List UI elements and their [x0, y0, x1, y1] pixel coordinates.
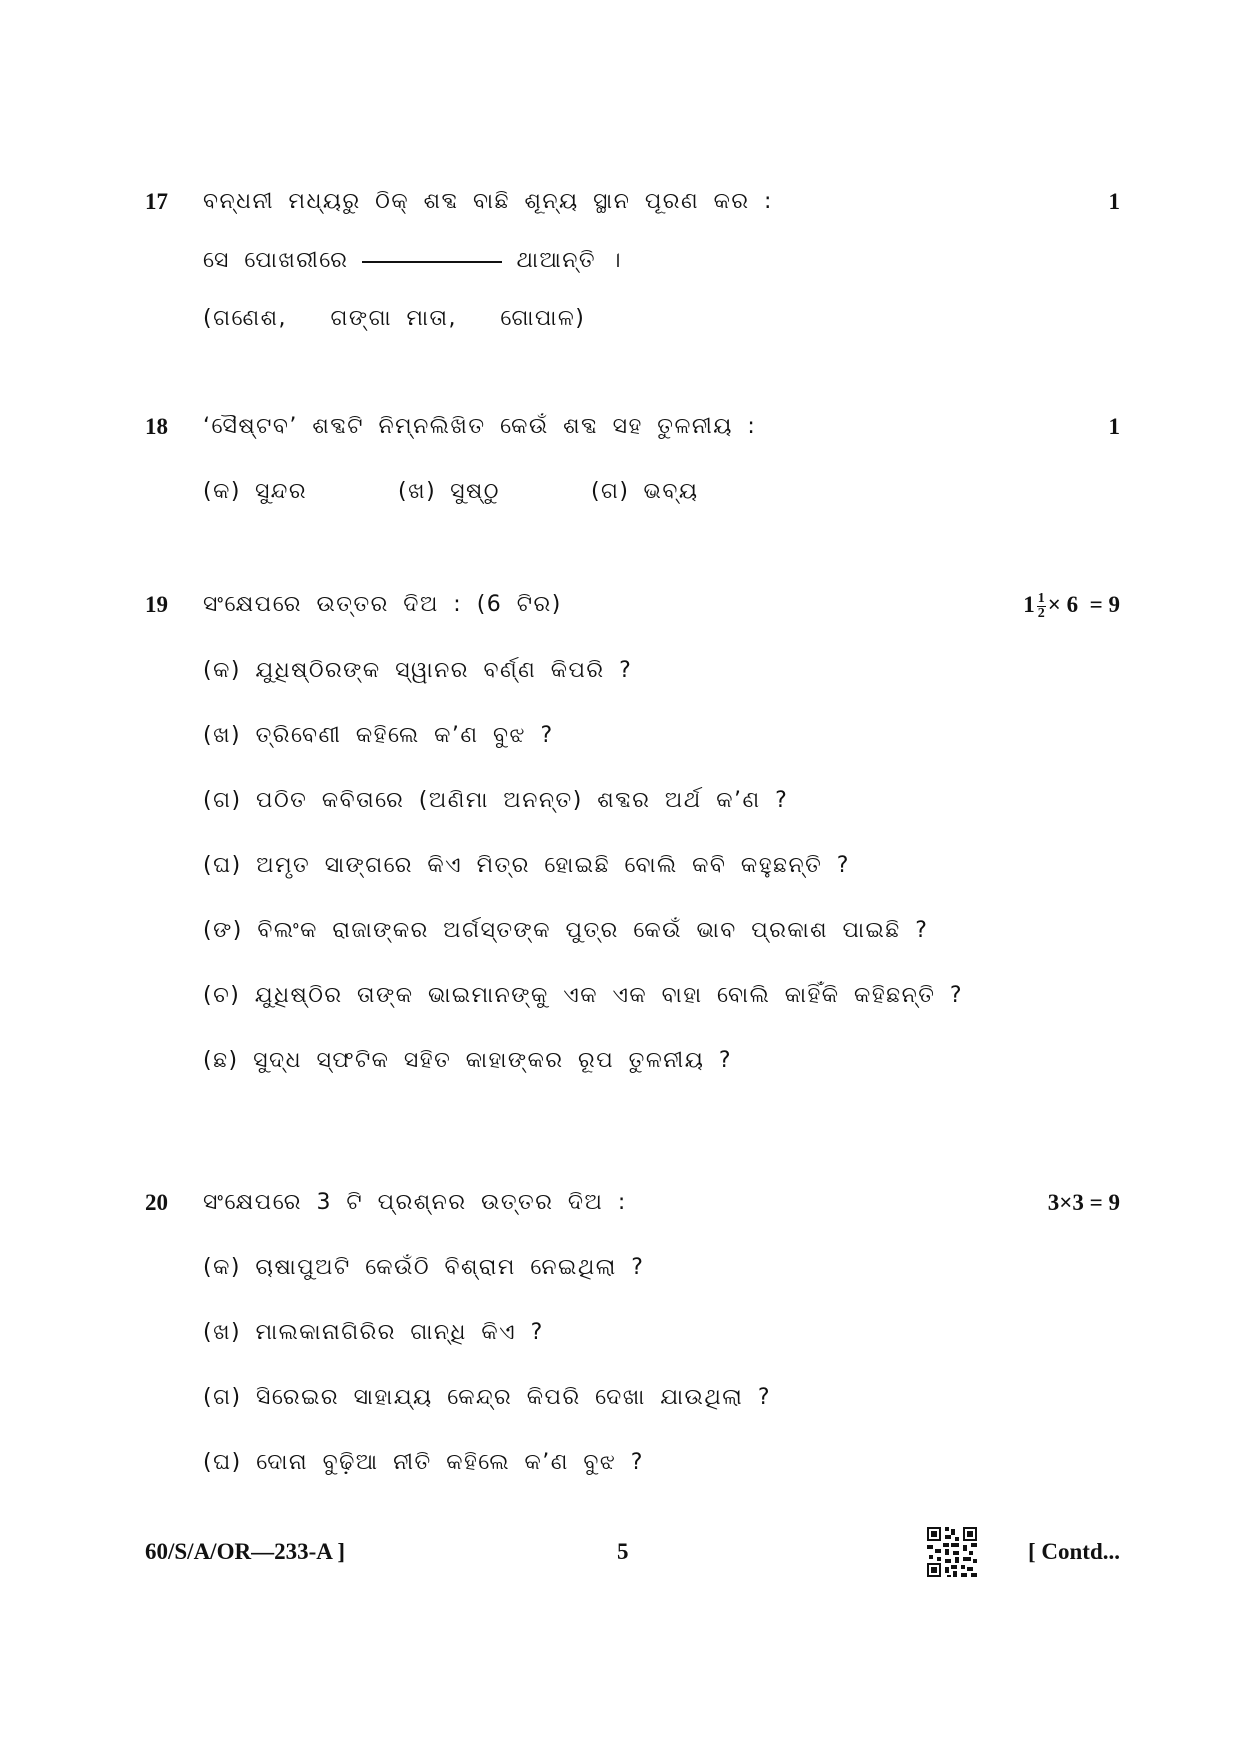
option-label: (ଗ): [590, 479, 630, 504]
option-label: (ଖ): [398, 479, 437, 504]
option-label: (କ): [203, 479, 241, 504]
sub-question: (ଗ) ସିରେଇର ସାହାଯ୍ୟ କେନ୍ଦ୍ର କିପରି ଦେଖା ଯାଉଥିଲା ?: [203, 1385, 772, 1410]
question-17: [145, 184, 1120, 337]
question-20: [145, 1185, 1120, 1481]
question-text: ‘ସୈଷ୍ଟବ’ ଶବ୍ଦଟି ନିମ୍ନଲିଖିତ କେଉଁ ଶବ୍ଦ ସହ ତୁଳନୀୟ :: [203, 414, 757, 439]
sub-questions: [145, 653, 1120, 1079]
question-marks: 1: [1108, 189, 1120, 214]
sub-question: (ଛ) ସୁଦ୍ଧ ସ୍ଫଟିକ ସହିତ କାହାଙ୍କର ରୂପ ତୁଳନୀୟ ?: [203, 1048, 733, 1073]
sub-question: (ଗ) ପଠିତ କବିତାରେ (ଅଣିମା ଅନନ୍ତ) ଶବ୍ଦର ଅର୍ଥ କ’ଣ ?: [203, 788, 789, 813]
sub-question: (କ) ଯୁଧିଷ୍ଠିରଙ୍କ ସ୍ୱାନର ବର୍ଣ୍ଣ କିପରି ?: [203, 658, 633, 683]
sub-question: (ଖ) ମାଲକାନାଗିରିର ଗାନ୍ଧି କିଏ ?: [203, 1320, 544, 1345]
sub-questions: [145, 1250, 1120, 1481]
sub-question: (କ) ଚାଷାପୁଅଟି କେଉଁଠି ବିଶ୍ରାମ ନେଇଥିଲା ?: [203, 1255, 645, 1280]
question-19: [145, 587, 1120, 1079]
blank-line: [362, 261, 502, 263]
question-marks: 1 $\frac{1}{2}$ × 6 = 9: [1023, 591, 1120, 622]
options: [203, 474, 1120, 510]
page-number: 5: [617, 1539, 629, 1564]
question-number: 17: [145, 189, 168, 214]
question-text: ସଂକ୍ଷେପରେ 3 ଟି ପ୍ରଶ୍ନର ଉତ୍ତର ଦିଅ :: [203, 1190, 627, 1215]
fill-blank-sentence: [203, 243, 1120, 279]
sub-question: (ଖ) ତ୍ରିବେଣୀ କହିଲେ କ’ଣ ବୁଝ ?: [203, 723, 554, 748]
option-text: ସୁନ୍ଦର: [254, 479, 308, 504]
sentence-start: ସେ ପୋଖରୀରେ: [203, 248, 349, 273]
page-footer: [145, 1525, 1120, 1581]
sub-question: (ଚ) ଯୁଧିଷ୍ଠିର ତାଙ୍କ ଭାଇମାନଙ୍କୁ ଏକ ଏକ ବାହା ବୋଲି କାହିଁକି କହିଛନ୍ତି ?: [203, 983, 964, 1008]
question-18: [145, 409, 1120, 510]
sub-question: (ଘ) ଦୋନା ବୁଢ଼ିଆ ନୀତି କହିଲେ କ’ଣ ବୁଝ ?: [203, 1450, 644, 1475]
marks-fraction: $\frac{1}{2}$: [1037, 591, 1045, 622]
choices: (ଗଣେଶ, ଗଙ୍ଗା ମାତା, ଗୋପାଳ): [203, 306, 586, 331]
question-text: ସଂକ୍ଷେପରେ ଉତ୍ତର ଦିଅ : (6 ଟିର): [203, 592, 562, 617]
question-number: 20: [145, 1190, 168, 1215]
sub-question: (ଙ) ବିଲଂକ ରାଜାଙ୍କର ଅର୍ଗସ୍ତଙ୍କ ପୁତ୍ର କେଉଁ ଭାବ ପ୍ରକାଶ ପାଇଛି ?: [203, 918, 929, 943]
option-text: ଭବ୍ୟ: [643, 479, 699, 504]
question-text: ବନ୍ଧନୀ ମଧ୍ୟରୁ ଠିକ୍ ଶବ୍ଦ ବାଛି ଶୂନ୍ୟ ସ୍ଥାନ ପୂରଣ କର :: [203, 189, 773, 214]
question-number: 19: [145, 592, 168, 617]
option-text: ସୁଷ୍ଠୁ: [450, 479, 500, 504]
question-marks: 1: [1108, 414, 1120, 439]
question-number: 18: [145, 414, 168, 439]
sentence-end: ଥାଆନ୍ତି ।: [516, 248, 622, 273]
qr-code-icon: [925, 1525, 979, 1579]
paper-code: 60/S/A/OR—233-A ]: [145, 1539, 345, 1564]
sub-question: (ଘ) ଅମୃତ ସାଙ୍ଗରେ କିଏ ମିତ୍ର ହୋଇଛି ବୋଲି କବି କହୁଛନ୍ତି ?: [203, 853, 850, 878]
continued-label: [ Contd...: [1027, 1539, 1120, 1564]
question-marks: 3×3 = 9: [1047, 1190, 1120, 1215]
